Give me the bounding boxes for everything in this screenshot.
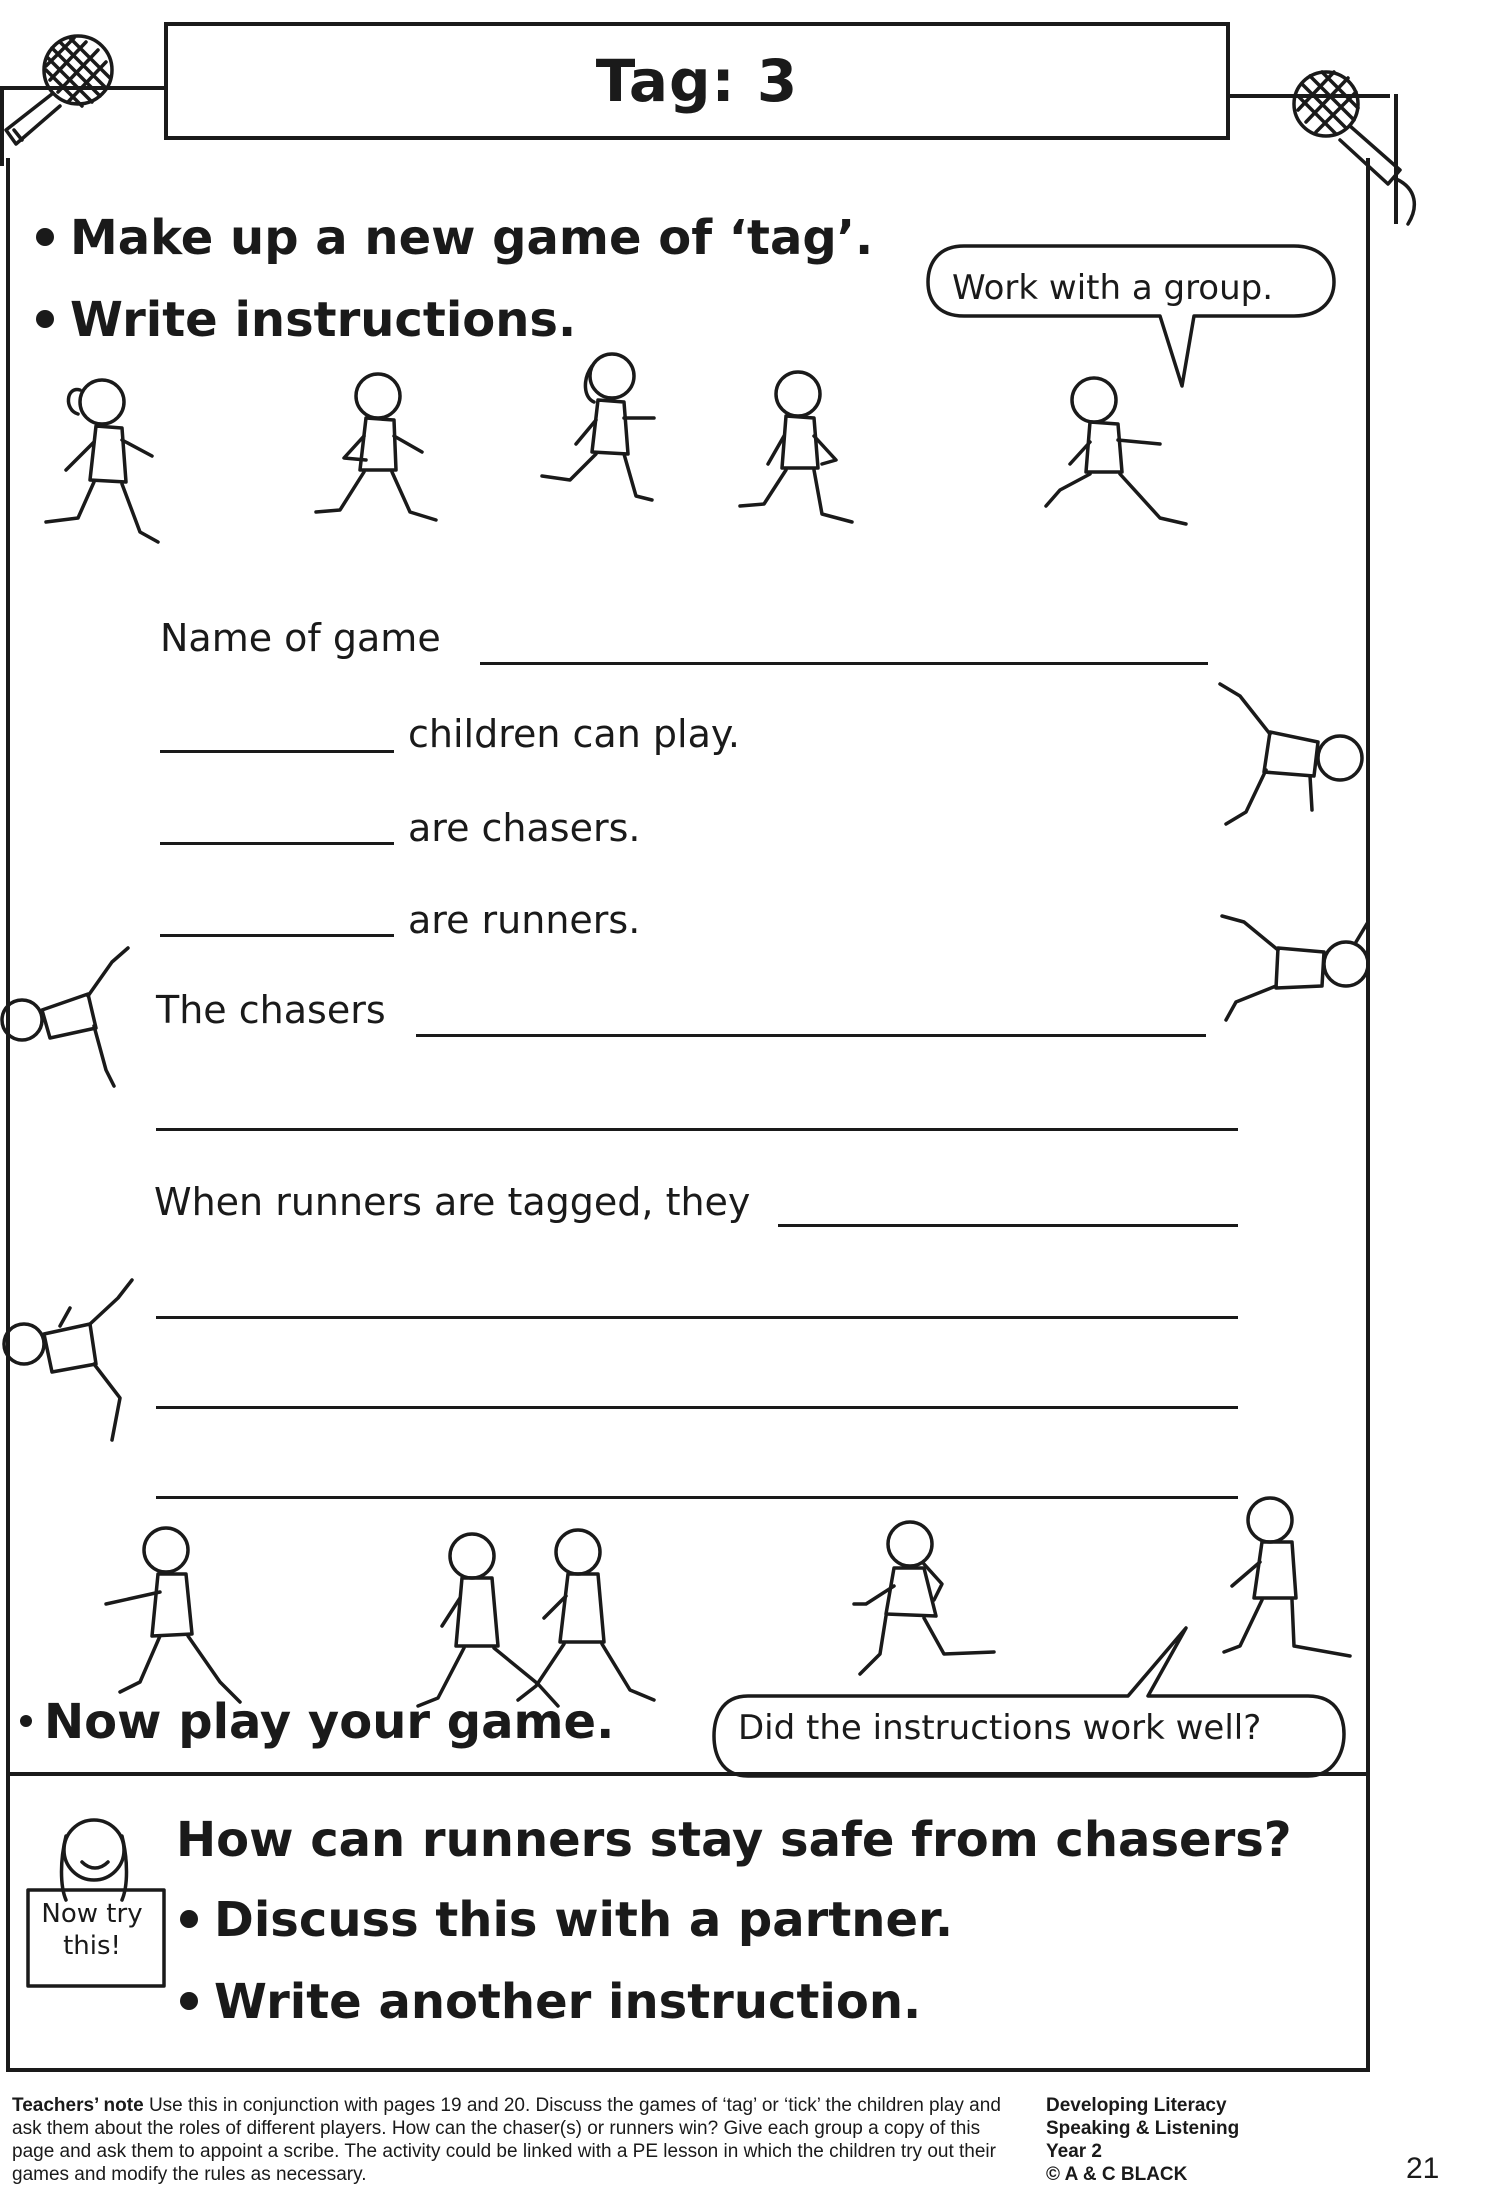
child-running-icon <box>30 360 170 560</box>
bullet-icon <box>20 1715 32 1727</box>
children-count-blank[interactable] <box>160 750 394 753</box>
child-running-icon <box>718 356 868 536</box>
microphone-icon <box>0 20 170 170</box>
instruction-1: Make up a new game of ‘tag’. <box>36 210 873 266</box>
bullet-icon <box>36 228 54 246</box>
play-instruction: Now play your game. <box>20 1694 614 1750</box>
publisher-credit: Developing Literacy Speaking & Listening Year 2 © A & C BLACK <box>1046 2095 1240 2185</box>
microphone-icon <box>1268 48 1448 228</box>
child-running-icon <box>0 940 130 1100</box>
child-running-icon <box>90 1506 260 1716</box>
tagged-blank[interactable] <box>778 1224 1238 1227</box>
speech-bubble-bottom <box>708 1606 1348 1786</box>
extension-bullet-2: Write another instruction. <box>180 1974 921 2030</box>
child-running-icon <box>1036 364 1206 544</box>
tagged-blank-3[interactable] <box>156 1406 1238 1409</box>
teachers-note-heading: Teachers’ note <box>12 2095 144 2116</box>
teachers-note <box>12 2094 1022 2186</box>
tagged-blank-2[interactable] <box>156 1316 1238 1319</box>
extension-bullet-1: Discuss this with a partner. <box>180 1892 953 1948</box>
game-name-label: Name of game <box>160 616 441 660</box>
child-running-icon <box>1200 672 1380 852</box>
child-running-icon <box>520 340 680 520</box>
chasers-count-blank[interactable] <box>160 842 394 845</box>
the-chasers-blank[interactable] <box>416 1034 1206 1037</box>
tagged-blank-4[interactable] <box>156 1496 1238 1499</box>
bullet-icon <box>180 1910 198 1928</box>
bubble-top-text: Work with a group. <box>952 268 1274 308</box>
the-chasers-blank-2[interactable] <box>156 1128 1238 1131</box>
title-box <box>164 22 1230 140</box>
page-title: Tag: 3 <box>595 47 799 115</box>
the-chasers-label: The chasers <box>156 988 386 1032</box>
child-running-icon <box>296 360 456 540</box>
section-divider <box>6 1772 1370 1776</box>
runners-label: are runners. <box>408 898 641 942</box>
extension-question: How can runners stay safe from chasers? <box>176 1812 1292 1868</box>
game-name-blank[interactable] <box>480 662 1208 665</box>
children-label: children can play. <box>408 712 740 756</box>
teachers-note-body: Use this in conjunction with pages 19 and 20. Discuss the games of ‘tag’ or ‘tick’ the children play and ask them about the roles of different players. How can the chaser(s) or runners win? Give each group a copy of this page and ask them to appoint a scribe. The activity could be linked with a PE lesson in which the children try out their games and modify the rules as necessary. <box>12 2095 1001 2185</box>
child-running-icon <box>1206 892 1386 1052</box>
tagged-label: When runners are tagged, they <box>154 1180 751 1224</box>
bubble-bottom-text: Did the instructions work well? <box>738 1708 1262 1748</box>
runners-count-blank[interactable] <box>160 934 394 937</box>
instruction-2: Write instructions. <box>36 292 576 348</box>
child-running-icon <box>0 1274 150 1454</box>
chasers-label: are chasers. <box>408 806 641 850</box>
bullet-icon <box>36 310 54 328</box>
bullet-icon <box>180 1992 198 2010</box>
now-try-sign: Now try this! <box>41 1899 143 1961</box>
page-number: 21 <box>1406 2152 1440 2185</box>
